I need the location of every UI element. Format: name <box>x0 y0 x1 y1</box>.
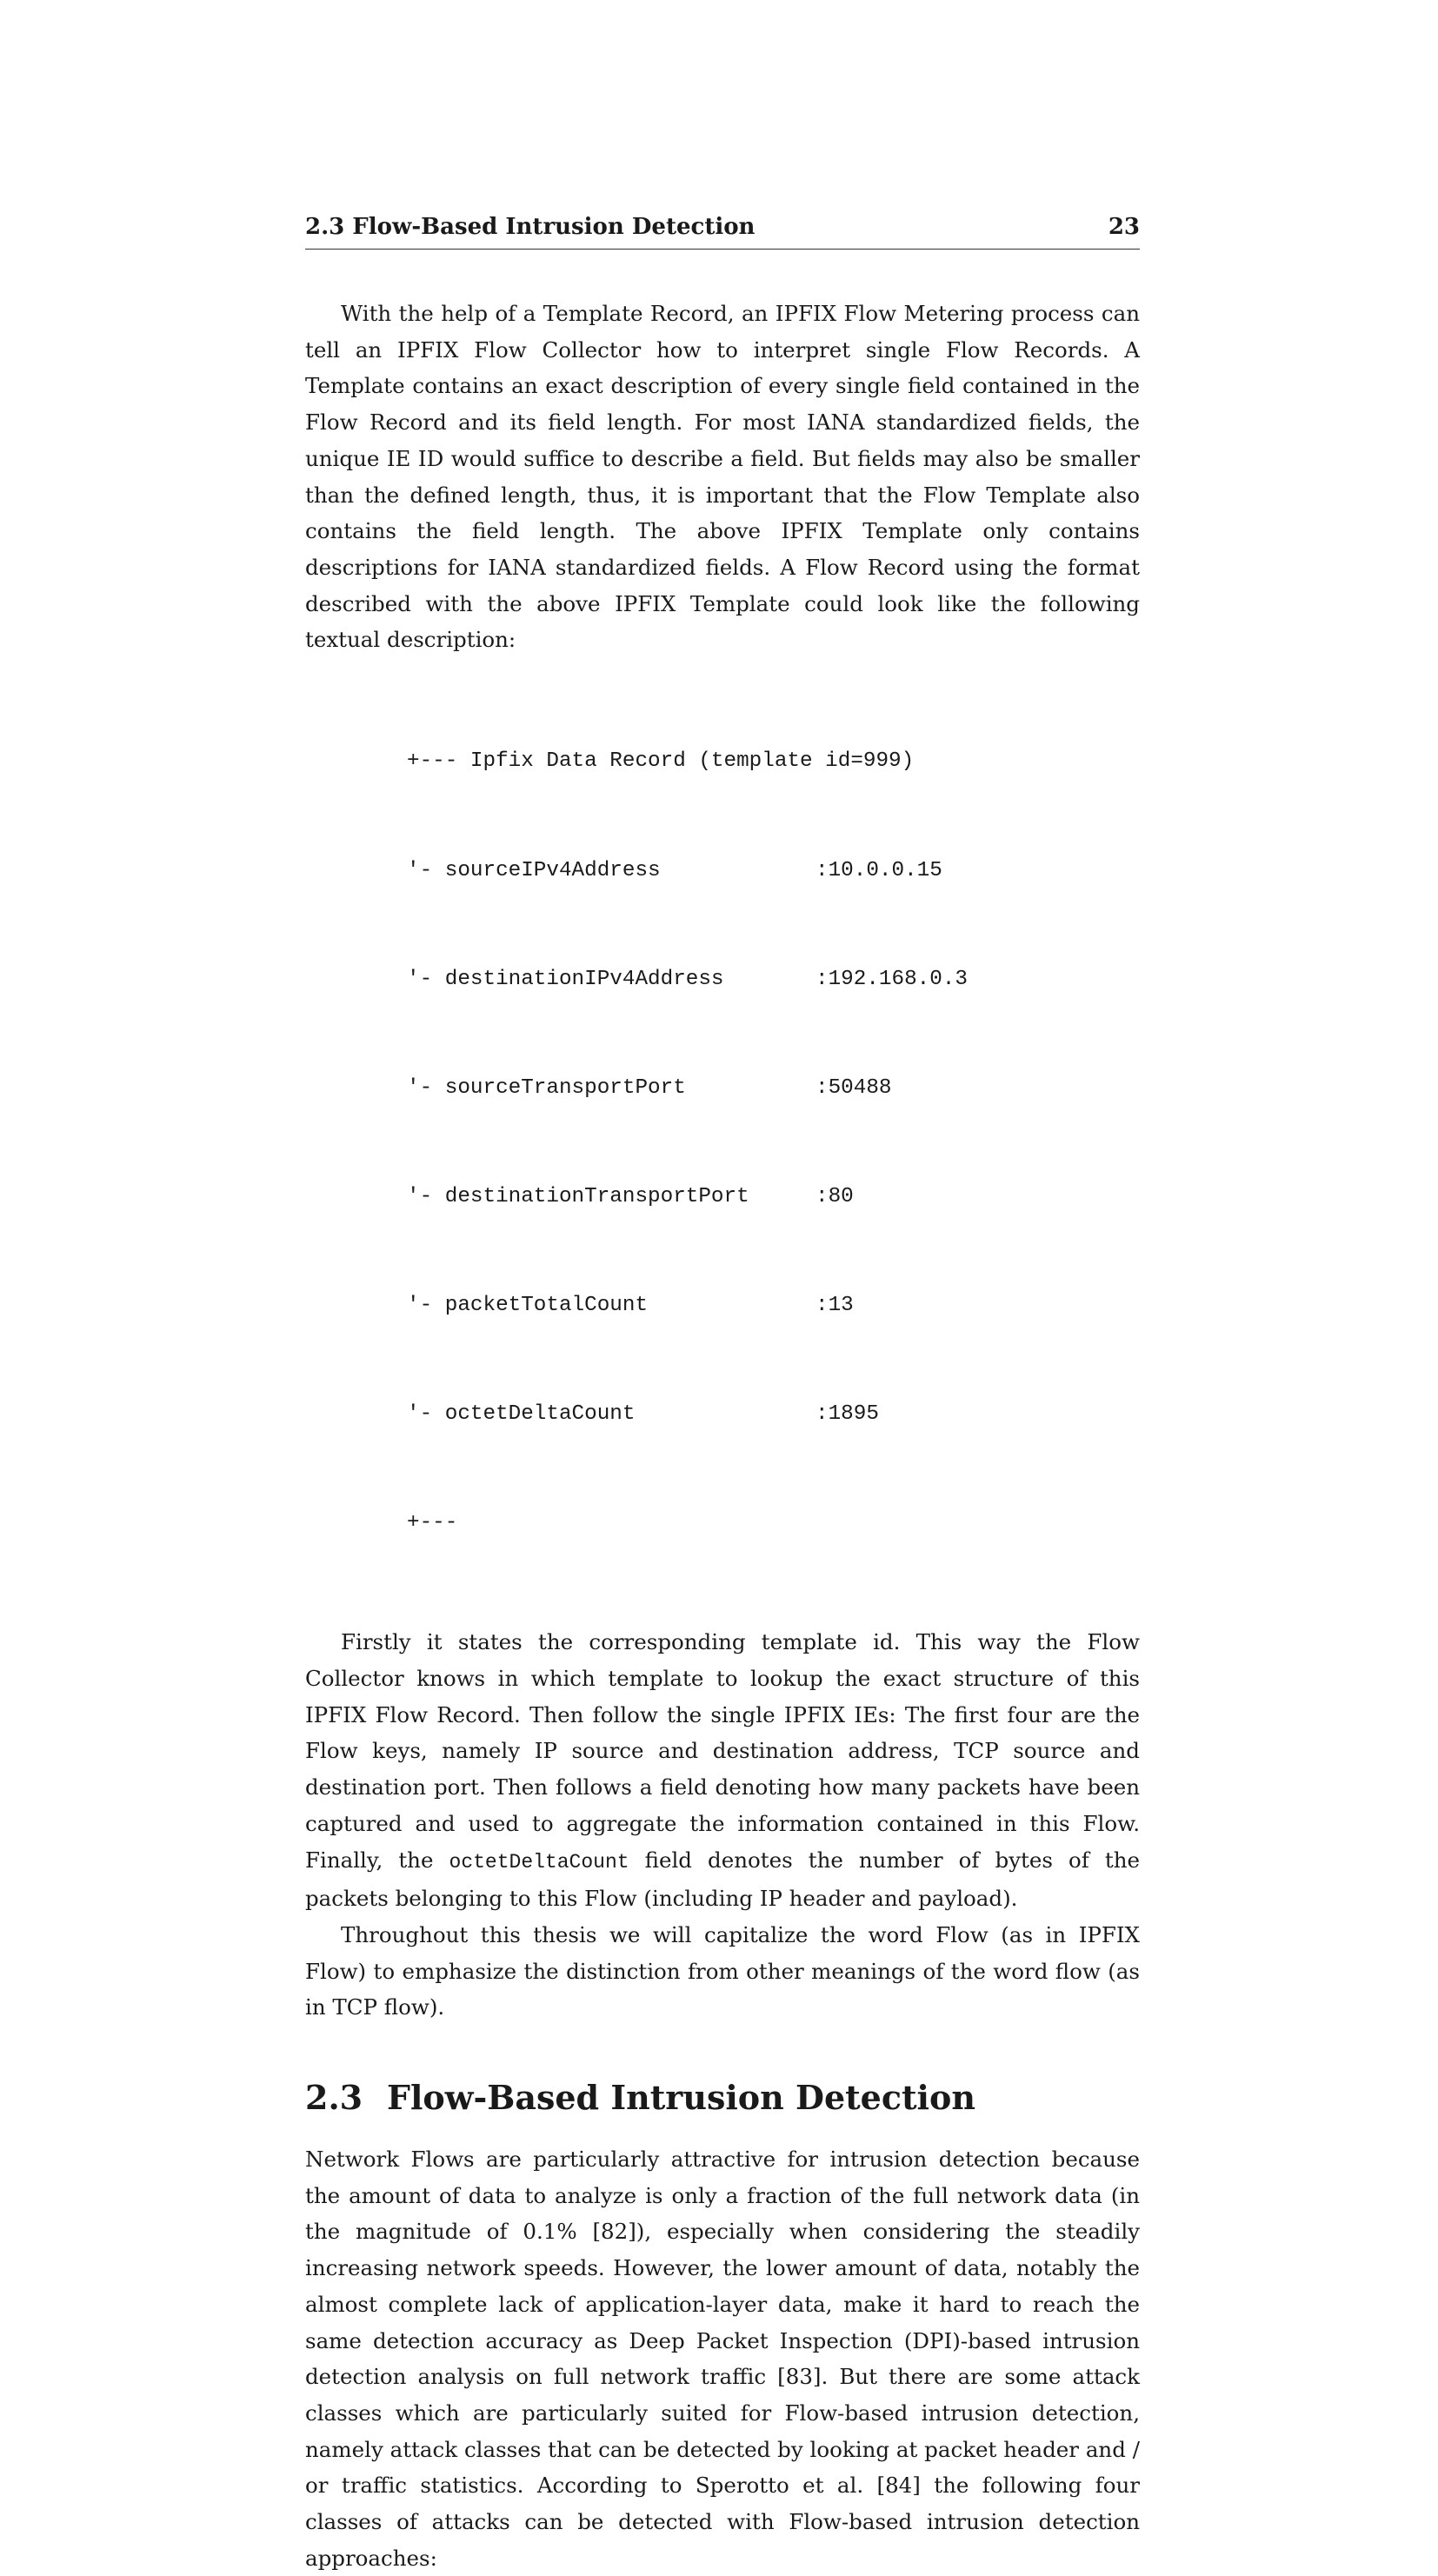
code-field-name: '- sourceTransportPort <box>407 1075 686 1100</box>
code-field-name: '- destinationTransportPort <box>407 1184 749 1208</box>
code-field-name: '- sourceIPv4Address <box>407 858 661 882</box>
code-row <box>407 853 1140 889</box>
code-footer-line <box>407 1505 1140 1541</box>
paragraph-text-before-code: Firstly it states the corresponding template id. This way the Flow Collector knows in which template to lookup the exact structure of this IPFIX Flow Record. Then follow the single IPFIX IEs: The first four are the Flow keys, namely IP source and destination address, TCP source and destination port. Then follows a field denoting how many packets have been captured and used to aggregate the information contained in this Flow. Finally, the <box>305 1629 1140 1873</box>
code-row <box>407 1288 1140 1324</box>
section-number: 2.3 <box>305 2078 363 2118</box>
paragraph-text-after-code: field denotes the number of bytes of the packets belonging to this Flow (including IP header and payload). <box>305 1847 1140 1912</box>
running-header <box>305 214 1140 250</box>
code-field-value: :50488 <box>816 1075 892 1100</box>
code-header-text: +--- Ipfix Data Record (template id=999) <box>407 749 915 774</box>
code-row <box>407 1179 1140 1215</box>
paragraph-record-explanation <box>305 1624 1140 1917</box>
code-field-value: :80 <box>816 1184 854 1208</box>
code-field-value: :10.0.0.15 <box>816 858 942 882</box>
code-field-name: '- destinationIPv4Address <box>407 967 724 991</box>
section-title: Flow-Based Intrusion Detection <box>387 2078 975 2118</box>
code-header-line <box>407 743 1140 780</box>
code-row <box>407 1070 1140 1107</box>
code-field-name: '- octetDeltaCount <box>407 1402 636 1427</box>
code-row <box>407 1396 1140 1433</box>
code-footer-text: +--- <box>407 1511 458 1535</box>
running-header-title: 2.3 Flow-Based Intrusion Detection <box>305 214 756 240</box>
paragraph-capitalization-note: Throughout this thesis we will capitalize the word Flow (as in IPFIX Flow) to emphasize the distinction from other meanings of the word flow (as in TCP flow). <box>305 1921 1140 2020</box>
page-number: 23 <box>1108 214 1140 240</box>
section-heading <box>305 2078 1140 2117</box>
code-field-name: '- packetTotalCount <box>407 1293 649 1317</box>
code-row <box>407 962 1140 998</box>
ipfix-data-record-listing <box>407 671 1140 1614</box>
body-text <box>305 296 1140 2576</box>
code-field-value: :192.168.0.3 <box>816 967 968 991</box>
paragraph-network-flows: Network Flows are particularly attractive for intrusion detection because the amount of data to analyze is only a fraction of the full network data (in the magnitude of 0.1% [82]), especially when considering the steadily increasing network speeds. However, the lower amount of data, notably the almost complete lack of application-layer data, make it hard to reach the same detection accuracy as Deep Packet Inspection (DPI)-based intrusion detection analysis on full network traffic [83]. But there are some attack classes which are particularly suited for Flow-based intrusion detection, namely attack classes that can be detected by looking at packet header and / or traffic statistics. According to Sperotto et al. [84] the following four classes of attacks can be detected with Flow-based intrusion detection approaches: <box>305 2147 1140 2571</box>
code-field-value: :1895 <box>816 1402 879 1427</box>
paragraph-template-record: With the help of a Template Record, an IPFIX Flow Metering process can tell an IPFIX Flow Collector how to interpret single Flow Records. A Template contains an exact description of every single field contained in the Flow Record and its field length. For most IANA standardized fields, the unique IE ID would suffice to describe a field. But fields may also be smaller than the defined length, thus, it is important that the Flow Template also contains the field length. The above IPFIX Template only contains descriptions for IANA standardized fields. A Flow Record using the format described with the above IPFIX Template could look like the following textual description: <box>305 301 1140 653</box>
code-field-value: :13 <box>816 1293 854 1317</box>
inline-code-octetdeltacount: octetDeltaCount <box>449 1850 629 1874</box>
